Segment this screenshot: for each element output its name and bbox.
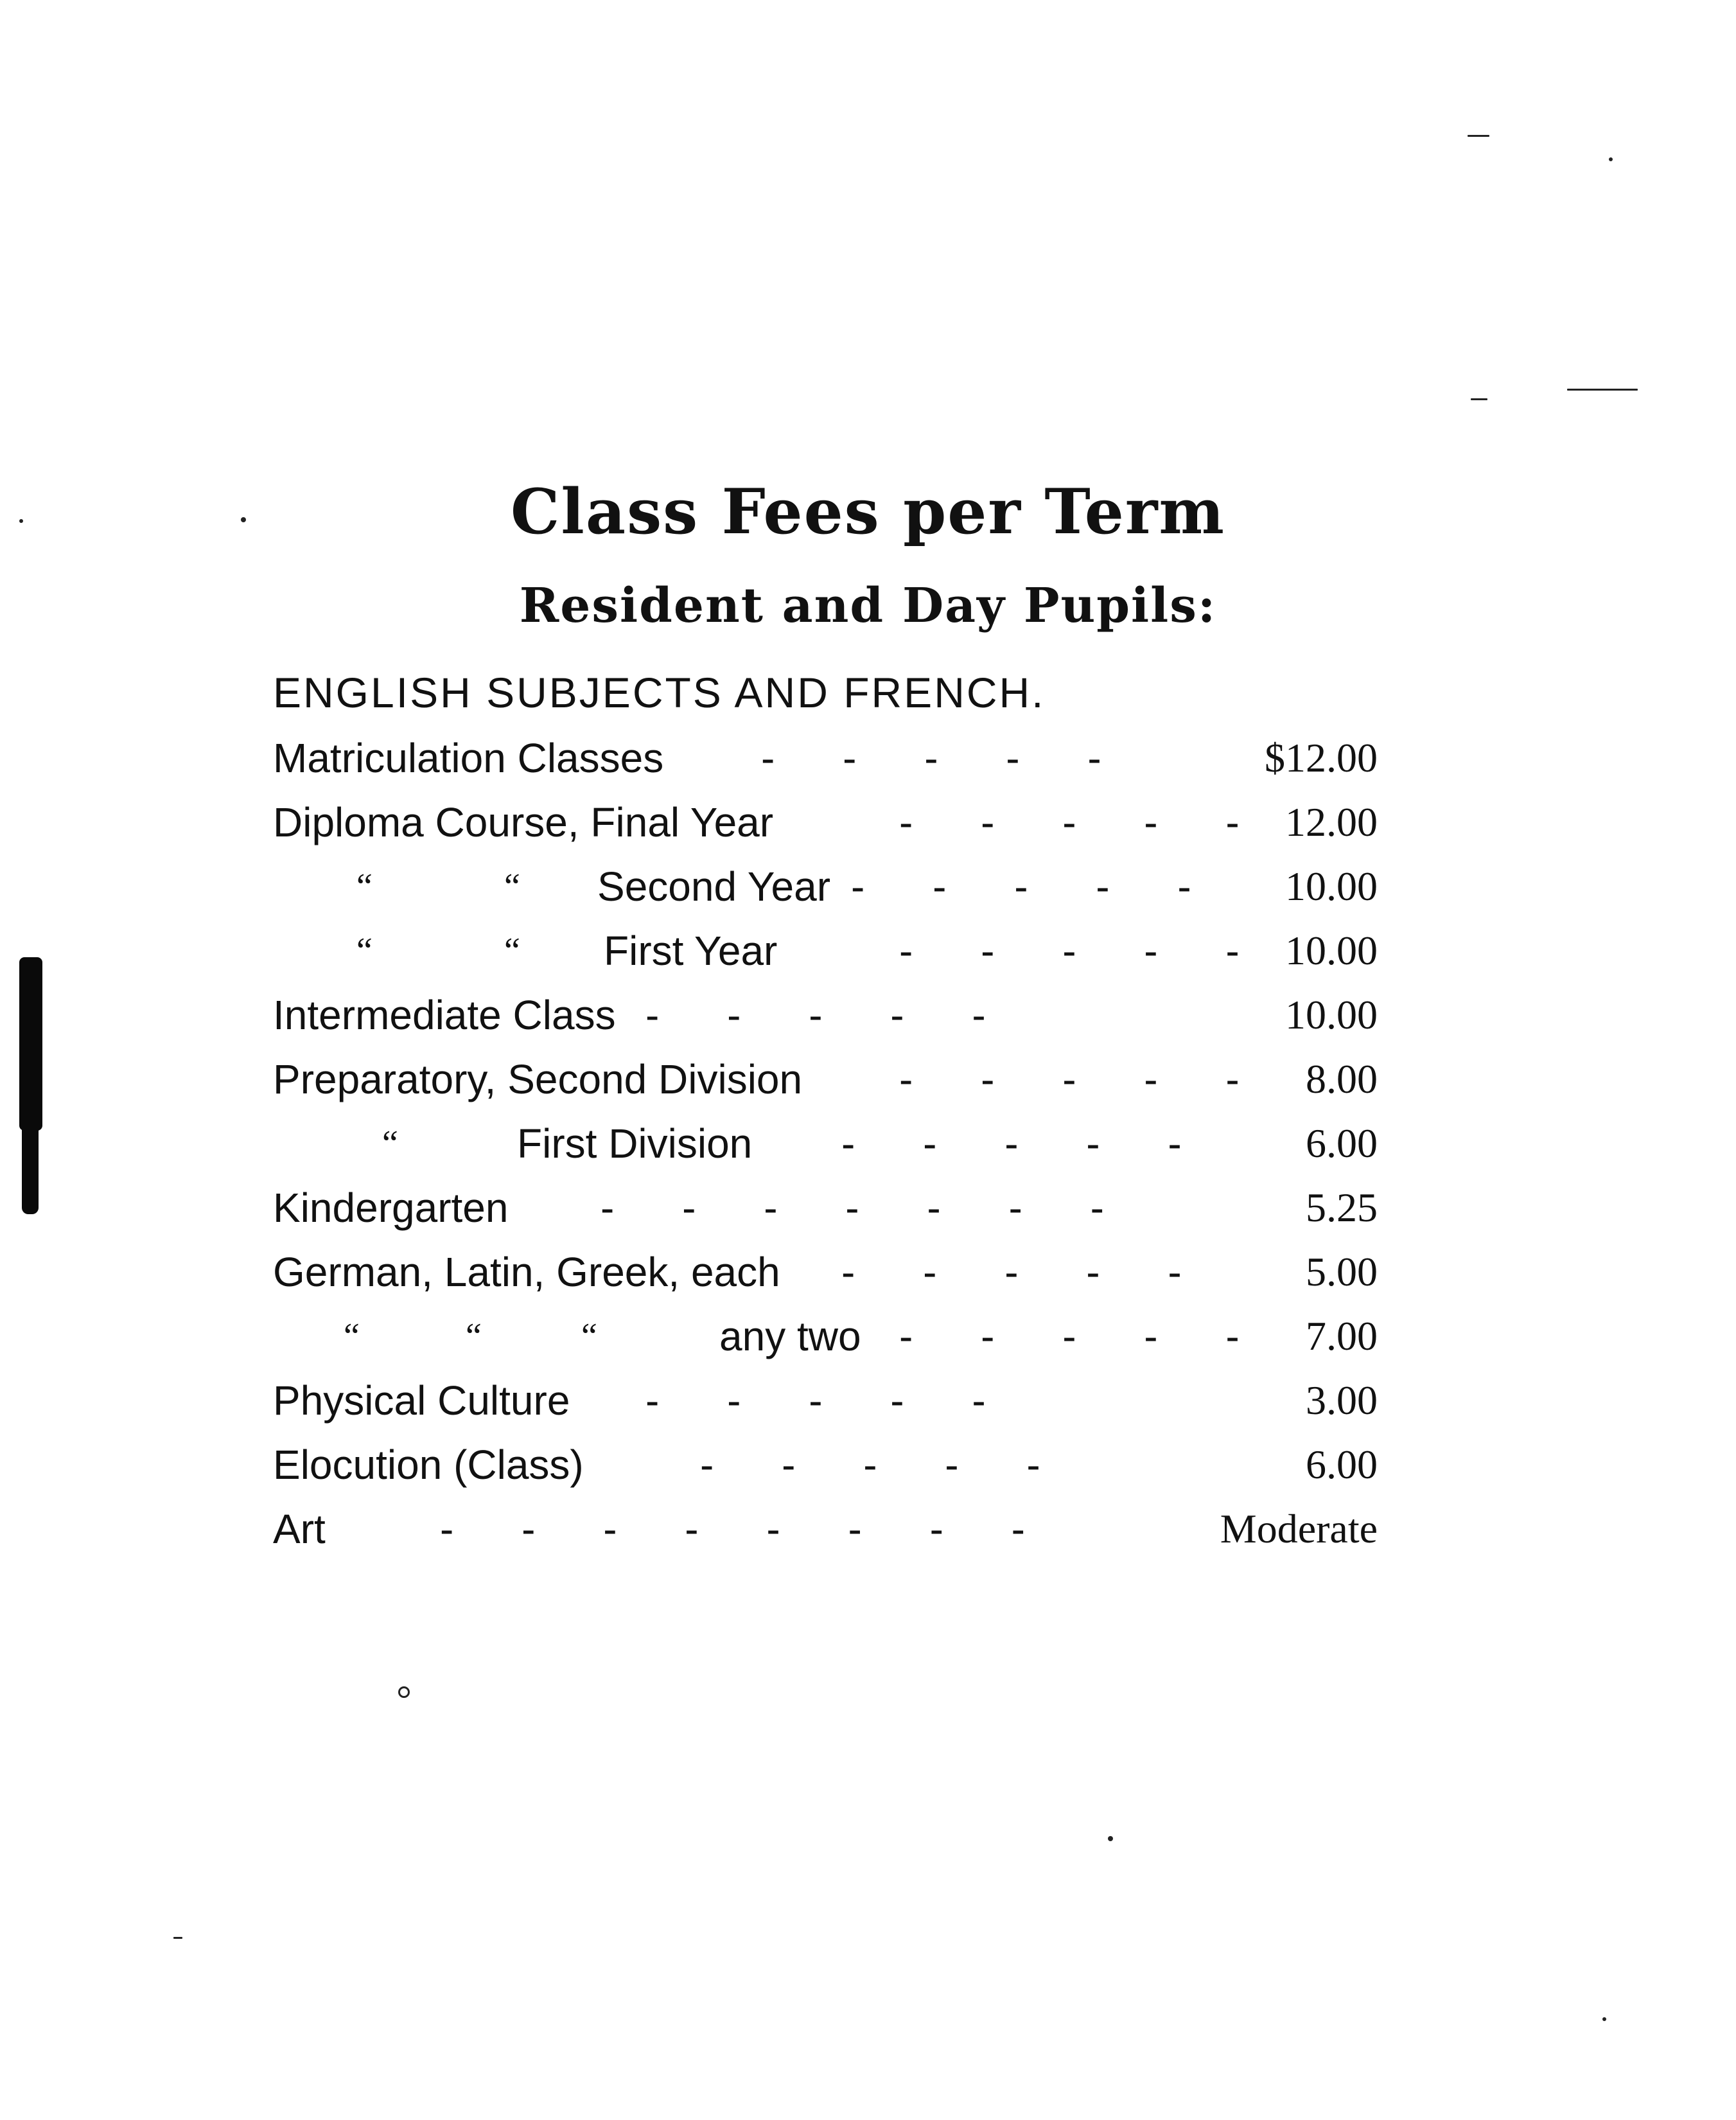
ditto-mark: “ (466, 1316, 482, 1356)
ditto-mark: “ (504, 867, 520, 906)
fee-price: 12.00 (1285, 799, 1378, 845)
fee-label: Second Year (597, 863, 830, 910)
fee-price: 10.00 (1285, 863, 1378, 909)
dot-leader: - - - - - (851, 863, 1191, 910)
dot-leader: - - - - - (645, 1377, 986, 1424)
fee-row (273, 925, 1378, 989)
ditto-mark: “ (356, 931, 373, 971)
dot-leader: - - - - - (841, 1249, 1182, 1295)
dot-leader: - - - - - (899, 1056, 1240, 1102)
binding-mark-lower (22, 1086, 39, 1214)
fee-price: 6.00 (1306, 1120, 1378, 1166)
fee-row (273, 1439, 1378, 1503)
fee-label: First Year (604, 928, 778, 974)
fee-price: Moderate (1220, 1506, 1378, 1551)
ditto-mark: “ (356, 867, 373, 906)
dot-leader: - - - - - (841, 1120, 1182, 1167)
ditto-mark: “ (344, 1316, 360, 1356)
fee-price: 5.00 (1306, 1249, 1378, 1294)
dot-leader: - - - - - - - - (440, 1506, 1025, 1552)
fee-label: any two (719, 1313, 861, 1359)
fee-label: First Division (517, 1120, 753, 1167)
page-title: Class Fees per Term (511, 475, 1225, 548)
fee-price: 7.00 (1306, 1313, 1378, 1359)
fee-price: 10.00 (1285, 928, 1378, 973)
section-heading: ENGLISH SUBJECTS AND FRENCH. (273, 669, 1046, 716)
speck (1567, 389, 1638, 391)
fee-label: Physical Culture (273, 1377, 570, 1424)
speck (1468, 135, 1489, 137)
ditto-mark: “ (581, 1316, 597, 1356)
fee-label: German, Latin, Greek, each (273, 1249, 780, 1295)
fee-label: Kindergarten (273, 1185, 509, 1231)
speck (1108, 1836, 1113, 1841)
fee-row (273, 989, 1378, 1054)
speck (398, 1686, 410, 1698)
fee-row (273, 1054, 1378, 1118)
ditto-mark: “ (504, 931, 520, 971)
fee-row (273, 861, 1378, 925)
dot-leader: - - - - - (645, 992, 986, 1038)
speck (1609, 157, 1613, 161)
fee-row (273, 797, 1378, 861)
fee-label: Art (273, 1506, 326, 1552)
fee-price: 6.00 (1306, 1442, 1378, 1487)
dot-leader: - - - - - (761, 735, 1101, 781)
fee-row (273, 1182, 1378, 1246)
dot-leader: - - - - - (899, 1313, 1240, 1359)
fee-price: 3.00 (1306, 1377, 1378, 1423)
ditto-mark: “ (382, 1124, 398, 1163)
fee-row (273, 732, 1378, 797)
dot-leader: - - - - - - - (601, 1185, 1104, 1231)
dot-leader: - - - - - (899, 928, 1240, 974)
fee-price: $12.00 (1265, 735, 1378, 781)
dot-leader: - - - - - (700, 1442, 1040, 1488)
fee-label: Matriculation Classes (273, 735, 664, 781)
speck (1602, 2017, 1606, 2021)
speck (173, 1937, 182, 1939)
fee-label: Diploma Course, Final Year (273, 799, 774, 845)
fee-row (273, 1246, 1378, 1311)
fee-row (273, 1503, 1378, 1568)
fee-price: 10.00 (1285, 992, 1378, 1038)
speck (1471, 398, 1487, 400)
fee-label: Intermediate Class (273, 992, 616, 1038)
fee-row (273, 1375, 1378, 1439)
fee-row (273, 1311, 1378, 1375)
fee-price: 8.00 (1306, 1056, 1378, 1102)
fee-price: 5.25 (1306, 1185, 1378, 1230)
fee-label: Elocution (Class) (273, 1442, 584, 1488)
dot-leader: - - - - - (899, 799, 1240, 845)
fee-list (273, 732, 1378, 1568)
page-subtitle: Resident and Day Pupils: (519, 578, 1217, 633)
fee-label: Preparatory, Second Division (273, 1056, 803, 1102)
fee-row (273, 1118, 1378, 1182)
